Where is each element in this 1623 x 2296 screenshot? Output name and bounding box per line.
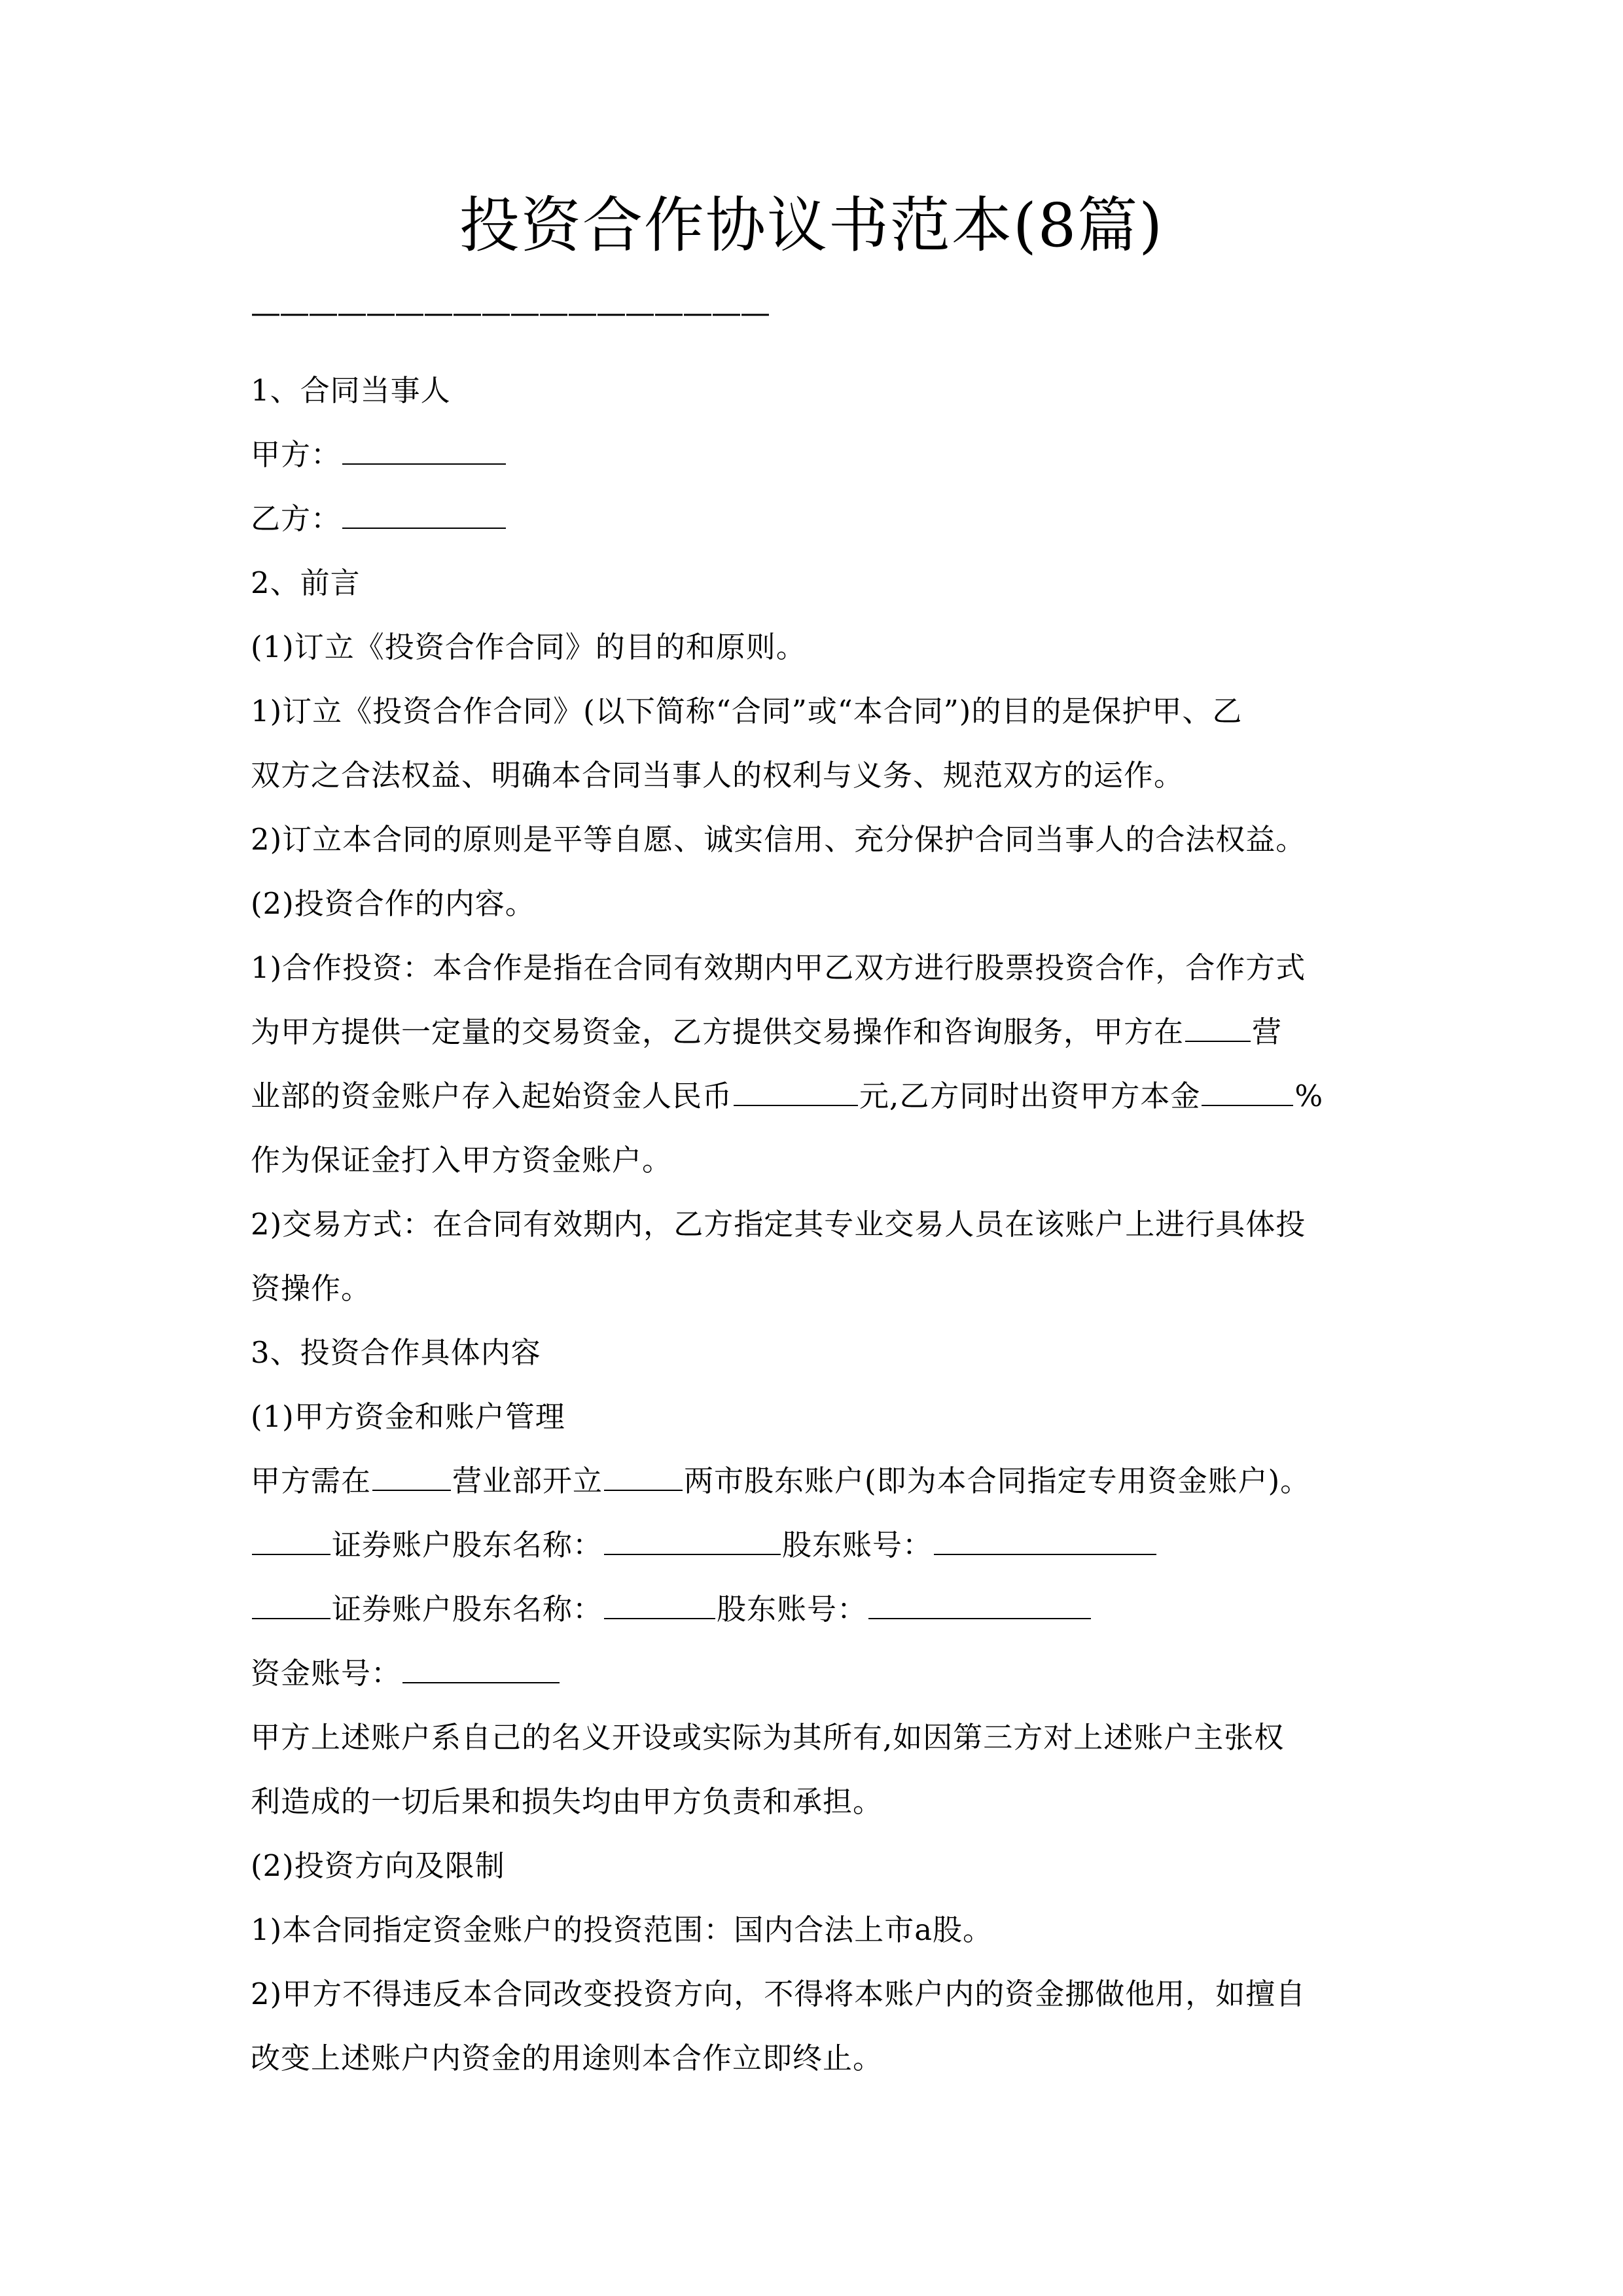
document-line [251, 1321, 1402, 1385]
line-text: 甲方上述账户系自己的名义开设或实际为其所有,如因第三方对上述账户主张权 [251, 1720, 1285, 1755]
fill-in-blank [868, 1593, 1091, 1619]
line-text: (1)甲方资金和账户管理 [251, 1399, 565, 1434]
line-text: 资金账号： [251, 1656, 402, 1691]
document-line [251, 615, 1402, 679]
document-line [251, 2026, 1402, 2090]
document-line [251, 872, 1402, 936]
document-line [251, 551, 1402, 615]
line-text: 元,乙方同时出资甲方本金 [859, 1079, 1201, 1113]
line-text: 为甲方提供一定量的交易资金，乙方提供交易操作和咨询服务，甲方在 [251, 1014, 1185, 1049]
document-line [251, 936, 1402, 1000]
line-text: 甲方需在 [251, 1463, 372, 1498]
fill-in-blank [342, 503, 506, 529]
line-text: 股东账号： [717, 1592, 868, 1626]
line-text: 1)合作投资：本合作是指在合同有效期内甲乙双方进行股票投资合作，合作方式 [251, 950, 1306, 985]
fill-in-blank [934, 1529, 1156, 1555]
line-text: 作为保证金打入甲方资金账户。 [251, 1143, 673, 1177]
document-line [251, 1385, 1402, 1449]
document-body [251, 359, 1402, 2090]
document-line [251, 1898, 1402, 1962]
fill-in-blank [604, 1593, 715, 1619]
document-line [251, 808, 1402, 872]
fill-in-blank [734, 1080, 858, 1106]
line-text: 股东账号： [782, 1528, 933, 1562]
fill-in-blank [252, 1529, 330, 1555]
line-text: 1)本合同指定资金账户的投资范围：国内合法上市a股。 [251, 1912, 993, 1947]
line-text: 乙方： [251, 501, 342, 536]
fill-in-blank [604, 1465, 683, 1491]
line-text: 2)甲方不得违反本合同改变投资方向，不得将本账户内的资金挪做他用，如擅自 [251, 1977, 1306, 2011]
line-text: 改变上述账户内资金的用途则本合作立即终止。 [251, 2041, 883, 2075]
line-text: 3、投资合作具体内容 [251, 1335, 541, 1370]
title-divider: —————————————————— [251, 295, 769, 330]
line-text: (2)投资合作的内容。 [251, 886, 535, 921]
line-text: 证券账户股东名称： [332, 1528, 603, 1562]
line-text: 营业部开立 [452, 1463, 603, 1498]
fill-in-blank [372, 1465, 451, 1491]
line-text: 业部的资金账户存入起始资金人民币 [251, 1079, 733, 1113]
line-text: 双方之合法权益、明确本合同当事人的权利与义务、规范双方的运作。 [251, 758, 1185, 793]
fill-in-blank [604, 1529, 781, 1555]
document-line [251, 744, 1402, 808]
document-line [251, 679, 1402, 744]
document-line [251, 1513, 1402, 1577]
line-text: 资操作。 [251, 1271, 372, 1306]
line-text: 甲方： [251, 437, 342, 472]
line-text: 1)订立《投资合作合同》(以下简称“合同”或“本合同”)的目的是保护甲、乙 [251, 694, 1243, 728]
document-line [251, 1128, 1402, 1193]
document-line [251, 1577, 1402, 1641]
line-text: 营 [1252, 1014, 1283, 1049]
document-line [251, 487, 1402, 551]
document-line [251, 1064, 1402, 1128]
line-text: (2)投资方向及限制 [251, 1848, 505, 1883]
document-line [251, 1641, 1402, 1706]
line-text: 2)订立本合同的原则是平等自愿、诚实信用、充分保护合同当事人的合法权益。 [251, 822, 1306, 857]
fill-in-blank [1202, 1080, 1293, 1106]
line-text: 利造成的一切后果和损失均由甲方负责和承担。 [251, 1784, 883, 1819]
document-line [251, 1193, 1402, 1257]
document-line [251, 1257, 1402, 1321]
document-line [251, 1770, 1402, 1834]
document-line [251, 1449, 1402, 1513]
line-text: 2)交易方式：在合同有效期内，乙方指定其专业交易人员在该账户上进行具体投 [251, 1207, 1306, 1242]
document-line [251, 359, 1402, 423]
line-text: 2、前言 [251, 565, 361, 600]
line-text: (1)订立《投资合作合同》的目的和原则。 [251, 630, 806, 664]
document-line [251, 1834, 1402, 1898]
document-title: 投资合作协议书范本(8篇) [459, 190, 1164, 260]
line-text: % [1294, 1079, 1324, 1113]
line-text: 1、合同当事人 [251, 373, 451, 408]
fill-in-blank [252, 1593, 330, 1619]
fill-in-blank [1185, 1016, 1251, 1042]
fill-in-blank [402, 1657, 560, 1683]
document-line [251, 1706, 1402, 1770]
line-text: 两市股东账户(即为本合同指定专用资金账户)。 [684, 1463, 1311, 1498]
fill-in-blank [342, 439, 506, 465]
line-text: 证券账户股东名称： [332, 1592, 603, 1626]
document-line [251, 423, 1402, 487]
document-line [251, 1962, 1402, 2026]
document-line [251, 1000, 1402, 1064]
